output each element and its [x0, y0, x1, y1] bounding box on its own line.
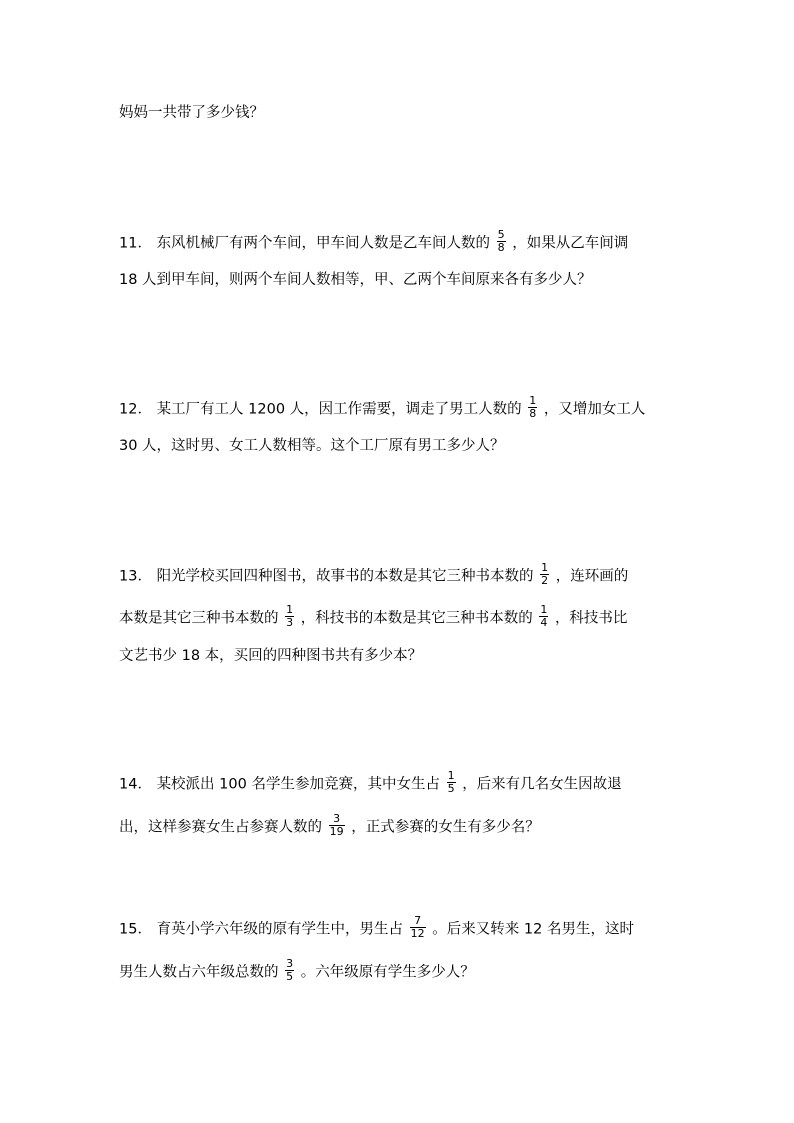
problem-text: ，如果从乙车间调 — [512, 235, 629, 252]
problem-12-line-2 — [119, 436, 505, 456]
fraction-denominator: 3 — [286, 616, 294, 629]
problem-text: 阳光学校买回四种图书，故事书的本数是其它三种书本数的 — [156, 568, 534, 585]
problem-text: 男生人数占六年级总数的 — [119, 964, 279, 981]
fraction-1-2 — [540, 562, 549, 587]
problem-text: ，科技书比 — [554, 610, 628, 627]
fraction-5-8 — [497, 229, 506, 254]
problem-11-line-1 — [119, 228, 629, 256]
fraction-numerator: 1 — [529, 394, 537, 407]
problem-12-line-1 — [119, 394, 646, 422]
fraction-numerator: 1 — [286, 603, 294, 616]
problem-15-line-2 — [119, 957, 475, 985]
problem-11-line-2 — [119, 270, 592, 290]
fraction-numerator: 1 — [541, 561, 549, 574]
problem-13-line-3 — [119, 646, 422, 666]
fraction-7-12 — [410, 915, 426, 940]
problem-14-line-1 — [119, 769, 622, 797]
problem-text: 18 人到甲车间，则两个车间人数相等，甲、乙两个车间原来各有多少人？ — [119, 272, 592, 288]
fraction-denominator: 8 — [529, 407, 537, 420]
fraction-numerator: 7 — [410, 915, 426, 928]
fraction-denominator: 12 — [410, 927, 425, 940]
problem-text: 出，这样参赛女生占参赛人数的 — [119, 819, 322, 836]
fraction-3-5 — [285, 958, 294, 983]
problem-number: 11． — [119, 235, 152, 252]
fraction-1-4 — [539, 604, 548, 629]
fraction-1-5 — [447, 770, 456, 795]
problem-text: 某校派出 100 名学生参加竞赛，其中女生占 — [156, 776, 440, 793]
fraction-numerator: 5 — [497, 228, 505, 241]
problem-13-line-1 — [119, 561, 629, 589]
intro-line — [119, 103, 264, 123]
problem-text: 文艺书少 18 本，买回的四种图书共有多少本？ — [119, 648, 423, 664]
fraction-numerator: 1 — [447, 769, 455, 782]
problem-number: 15． — [119, 921, 152, 938]
fraction-denominator: 4 — [540, 616, 548, 629]
fraction-denominator: 2 — [541, 574, 549, 587]
problem-15-line-1 — [119, 914, 634, 942]
intro-text: 妈妈一共带了多少钱？ — [119, 105, 264, 121]
problem-number: 13． — [119, 568, 152, 585]
problem-number: 12． — [119, 401, 152, 418]
problem-text: 本数是其它三种书本数的 — [119, 610, 279, 627]
fraction-1-3 — [285, 604, 294, 629]
fraction-denominator: 5 — [447, 782, 455, 795]
problem-number: 14． — [119, 776, 152, 793]
problem-text: ，科技书的本数是其它三种书本数的 — [300, 610, 533, 627]
problem-text: 某工厂有工人 1200 人，因工作需要，调走了男工人数的 — [156, 401, 522, 418]
fraction-3-19 — [329, 813, 345, 838]
fraction-numerator: 3 — [329, 813, 345, 826]
fraction-1-8 — [528, 395, 537, 420]
problem-text: 育英小学六年级的原有学生中，男生占 — [156, 921, 404, 938]
fraction-numerator: 1 — [540, 603, 548, 616]
fraction-denominator: 19 — [329, 825, 344, 838]
problem-text: 。后来又转来 12 名男生，这时 — [432, 921, 634, 938]
problem-text: 30 人，这时男、女工人数相等。这个工厂原有男工多少人？ — [119, 438, 505, 454]
problem-14-line-2 — [119, 812, 540, 840]
problem-text: ，正式参赛的女生有多少名？ — [351, 819, 540, 836]
fraction-denominator: 5 — [286, 970, 294, 983]
problem-text: 东风机械厂有两个车间，甲车间人数是乙车间人数的 — [156, 235, 491, 252]
problem-text: 。六年级原有学生多少人？ — [300, 964, 475, 981]
problem-text: ，连环画的 — [555, 568, 629, 585]
problem-13-line-2 — [119, 603, 628, 631]
problem-text: ，后来有几名女生因故退 — [462, 776, 622, 793]
fraction-denominator: 8 — [497, 241, 505, 254]
fraction-numerator: 3 — [286, 957, 294, 970]
problem-text: ，又增加女工人 — [543, 401, 646, 418]
